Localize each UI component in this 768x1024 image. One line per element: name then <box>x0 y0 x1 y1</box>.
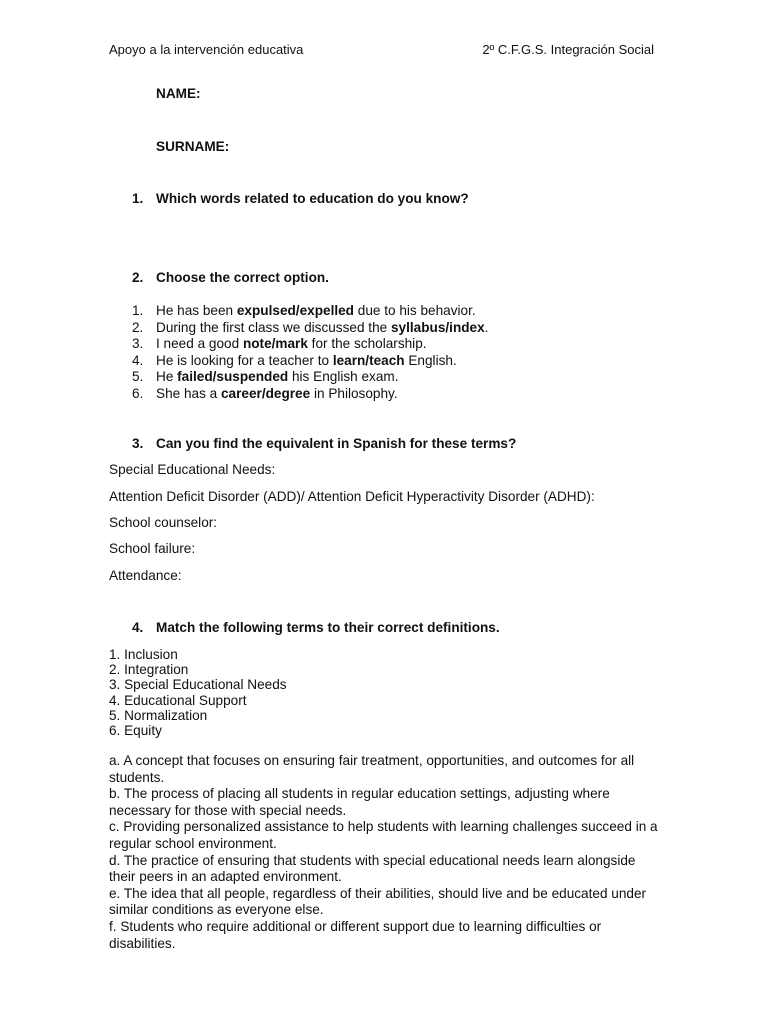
spanish-term: School failure: <box>109 541 196 556</box>
options-list <box>132 303 488 403</box>
spanish-term: School counselor: <box>109 515 218 530</box>
question-text: Choose the correct option. <box>156 270 329 285</box>
option-text: I need a good <box>156 336 243 352</box>
option-text: He <box>156 369 178 385</box>
option-text: in Philosophy. <box>310 385 398 401</box>
option-text: for the scholarship. <box>307 336 427 352</box>
option-item <box>132 386 488 403</box>
terms-list <box>109 647 287 738</box>
option-text: due to his behavior. <box>353 303 476 318</box>
definition-item: d. The practice of ensuring that students with special educational needs learn alongside their peers in an adapted environment. <box>109 852 636 885</box>
option-number: 3. <box>132 336 144 352</box>
option-choice: expulsed/expelled <box>236 303 354 318</box>
definition-item: f. Students who require additional or different support due to learning difficulties or disabilities. <box>109 918 602 951</box>
option-item <box>132 353 488 370</box>
option-text: During the first class we discussed the <box>156 319 391 335</box>
name-label: NAME: <box>156 86 201 101</box>
term-item: 2. Integration <box>109 662 189 678</box>
option-text: He is looking for a teacher to <box>156 352 333 368</box>
option-choice: learn/teach <box>332 352 405 368</box>
header-course: 2º C.F.G.S. Integración Social <box>482 42 654 57</box>
question-text: Match the following terms to their correct definitions. <box>156 620 500 635</box>
question-number: 1. <box>132 191 144 206</box>
option-choice: syllabus/index <box>390 319 485 335</box>
option-choice: failed/suspended <box>177 369 289 385</box>
question-number: 3. <box>132 436 144 451</box>
definitions-list <box>109 753 659 952</box>
definition-item: a. A concept that focuses on ensuring fair treatment, opportunities, and outcomes for all students. <box>109 753 635 785</box>
question-4 <box>132 620 500 635</box>
spanish-term: Attendance: <box>109 568 182 583</box>
spanish-term: Attention Deficit Disorder (ADD)/ Attention Deficit Hyperactivity Disorder (ADHD): <box>109 489 595 504</box>
question-text: Can you find the equivalent in Spanish for these terms? <box>156 436 517 451</box>
term-item: 4. Educational Support <box>109 692 247 708</box>
header-subject: Apoyo a la intervención educativa <box>109 42 304 57</box>
definition-item: b. The process of placing all students in regular education settings, adjusting where necessary for those with special needs. <box>109 786 610 818</box>
definition-item: c. Providing personalized assistance to help students with learning challenges succeed in a regular school environment. <box>109 819 658 851</box>
term-item: 1. Inclusion <box>109 647 178 662</box>
surname-label: SURNAME: <box>156 139 230 154</box>
spanish-term: Special Educational Needs: <box>109 462 276 477</box>
option-text: his English exam. <box>288 369 399 385</box>
option-item <box>132 320 488 337</box>
definition-item: e. The idea that all people, regardless of their abilities, should live and be educated under similar conditions as everyone else. <box>109 885 647 918</box>
option-number: 6. <box>132 385 144 401</box>
term-item: 3. Special Educational Needs <box>109 677 287 693</box>
term-item: 5. Normalization <box>109 707 208 723</box>
option-choice: career/degree <box>221 385 311 401</box>
term-item: 6. Equity <box>109 723 162 739</box>
option-text: He has been <box>156 303 237 318</box>
option-item <box>132 369 488 386</box>
question-number: 2. <box>132 270 144 285</box>
question-2 <box>132 270 329 285</box>
option-number: 4. <box>132 352 144 368</box>
option-item <box>132 303 488 320</box>
question-text: Which words related to education do you know? <box>156 191 469 206</box>
option-number: 2. <box>132 319 144 335</box>
question-3 <box>132 436 516 451</box>
option-text: English. <box>404 352 457 368</box>
option-number: 5. <box>132 369 144 385</box>
question-1 <box>132 191 469 206</box>
option-text: She has a <box>156 385 221 401</box>
question-number: 4. <box>132 620 144 635</box>
option-item <box>132 336 488 353</box>
option-text: . <box>484 319 489 335</box>
option-number: 1. <box>132 303 144 318</box>
option-choice: note/mark <box>242 336 308 352</box>
